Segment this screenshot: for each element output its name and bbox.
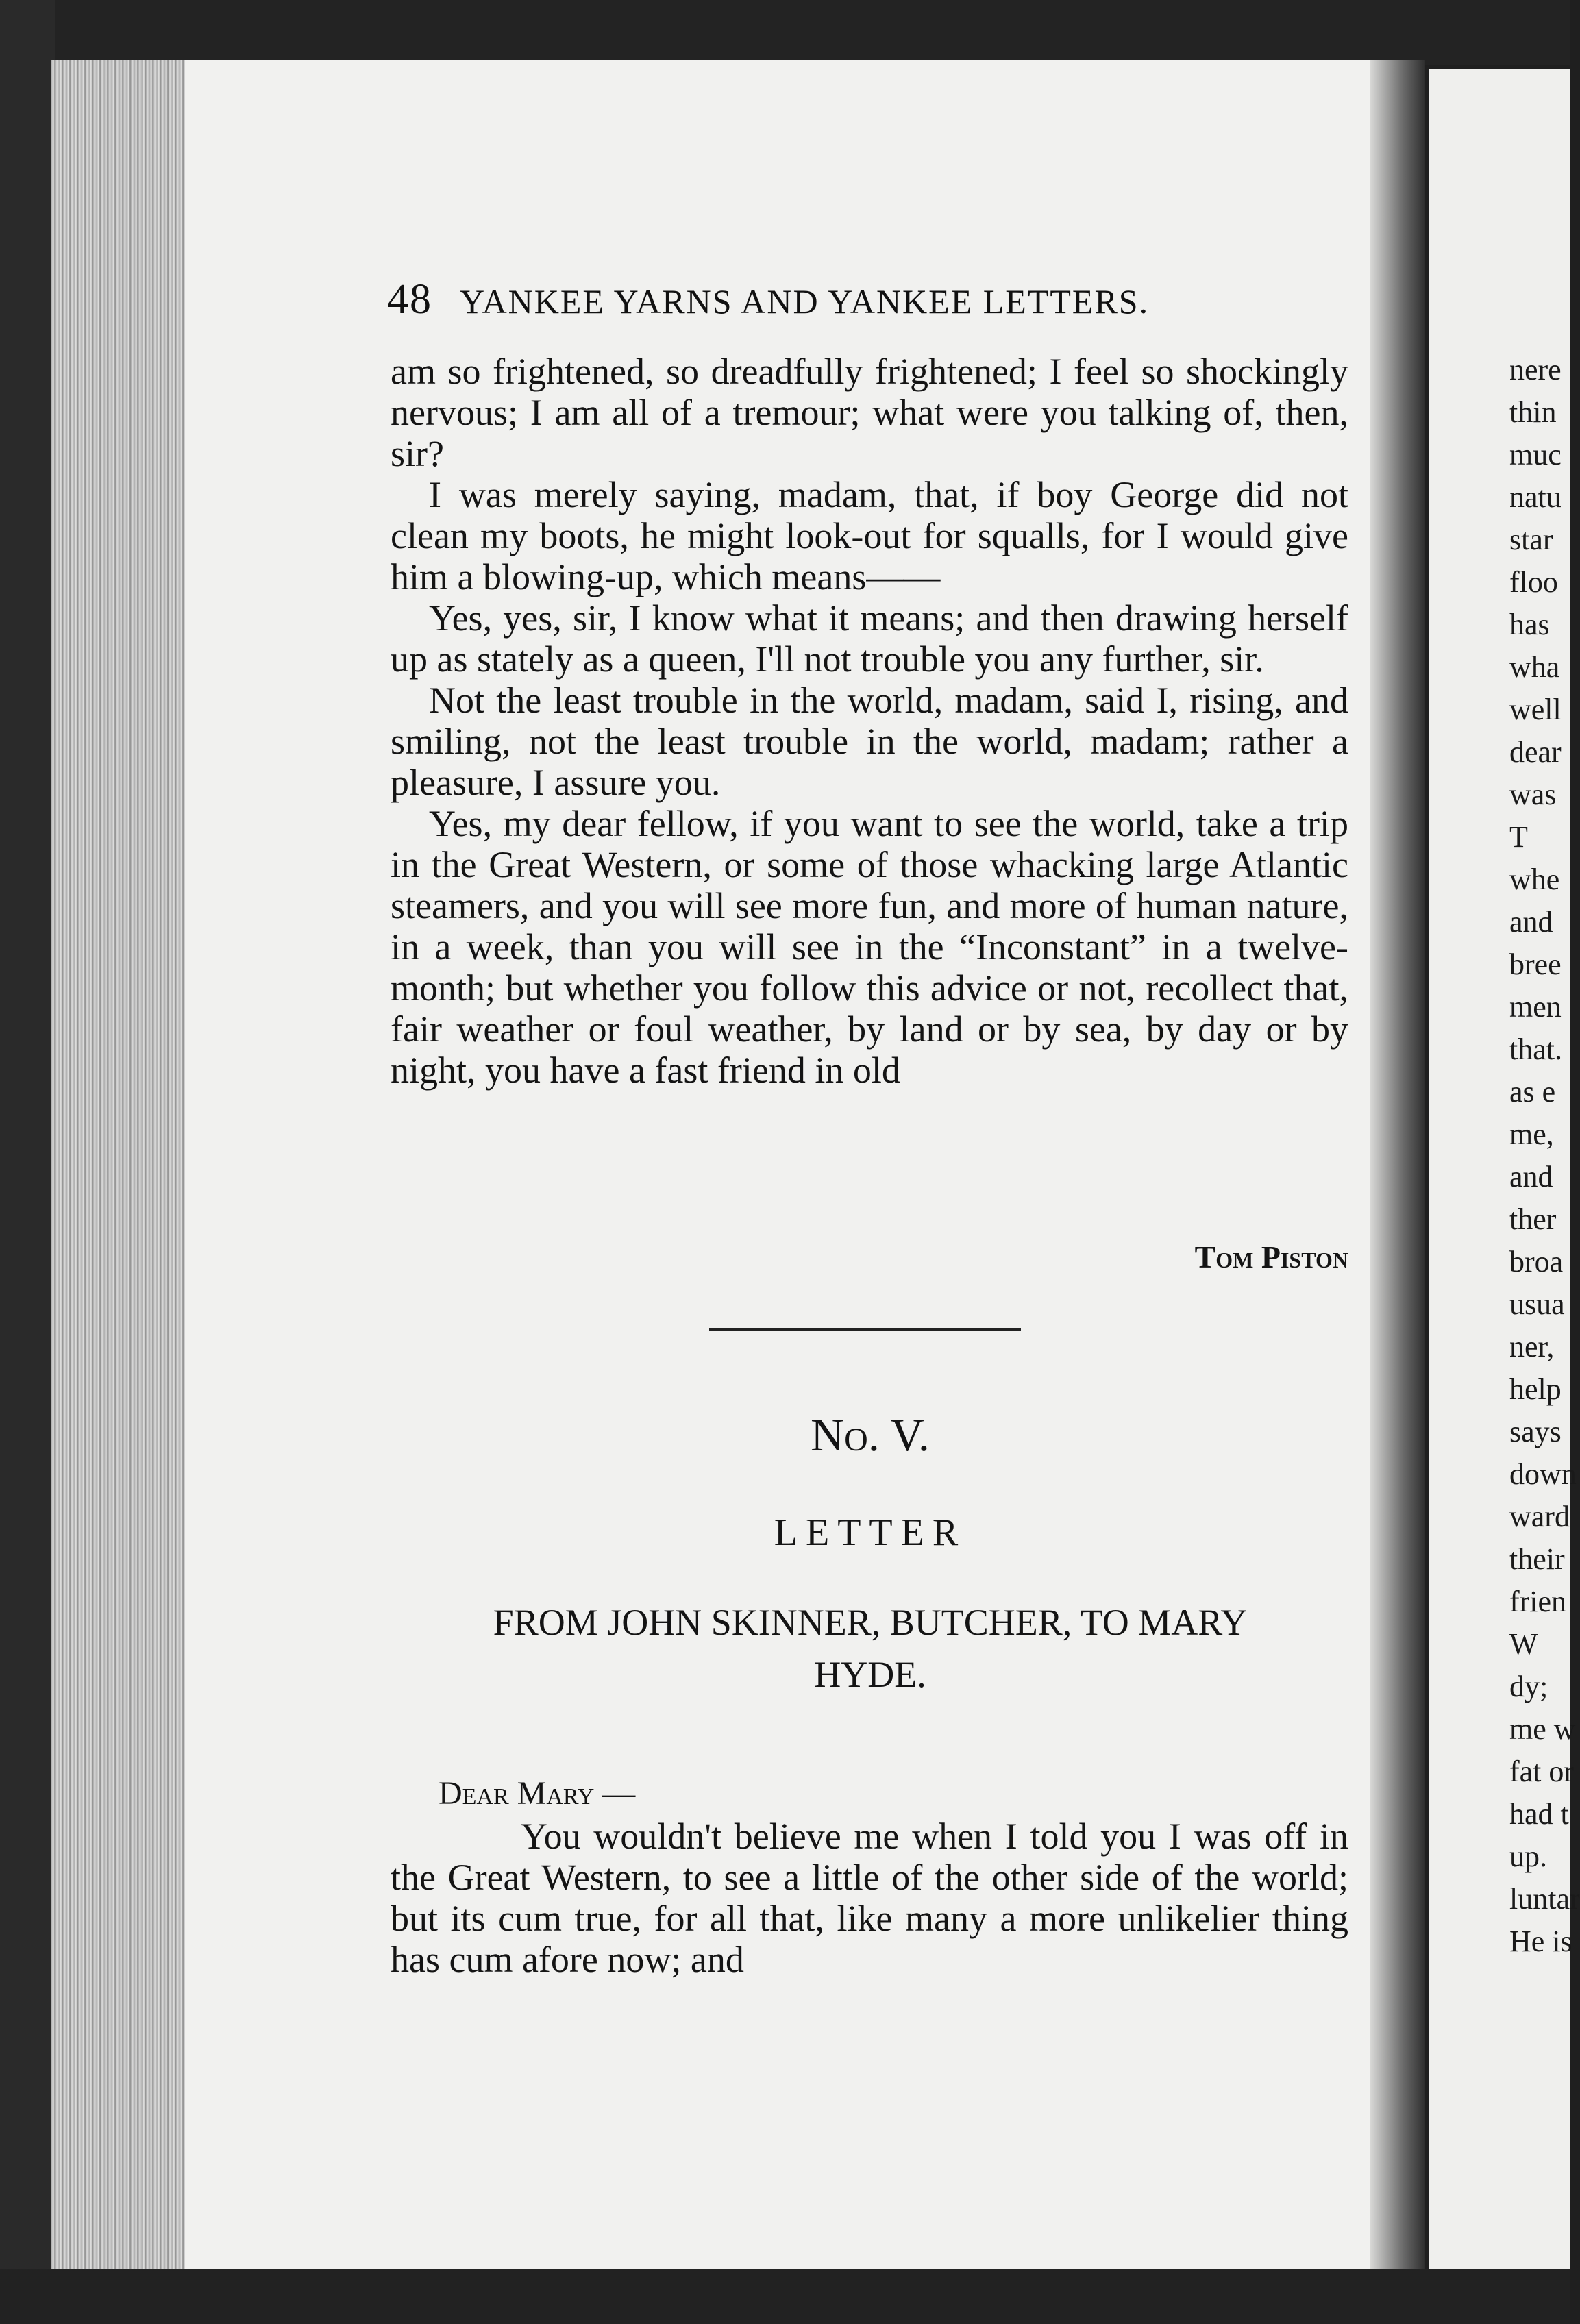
facing-page-line: men (1509, 990, 1562, 1024)
facing-page-line: usua (1509, 1287, 1565, 1321)
paragraph: I was merely saying, madam, that, if boy George did not clean my boots, he might look-out for squalls, for I would give him a blowing-up, which means—— (391, 474, 1348, 597)
facing-page-line: help (1509, 1372, 1562, 1406)
facing-page-line: W (1509, 1627, 1538, 1661)
facing-page (1429, 69, 1580, 2271)
section-divider (709, 1328, 1021, 1331)
paragraph: Yes, my dear fellow, if you want to see the world, take a trip in the Great Western, or some of those whacking large Atlantic steamers, and you will see more fun, and more of human nature, in a week, than you will see in the “Inconstant” in a twelve-month; but whether you follow this advice or not, recollect that, fair weather or foul weather, by land or by sea, by day or by night, you have a fast friend in old (391, 803, 1348, 1091)
scan-border-top (0, 0, 1570, 65)
salutation: Dear Mary — (439, 1775, 636, 1812)
facing-page-line: has (1509, 608, 1550, 641)
spine-shadow (1370, 60, 1425, 2270)
facing-page-line: nere (1509, 353, 1562, 386)
facing-page-line: dear (1509, 735, 1562, 769)
facing-page-line: luntar (1509, 1882, 1580, 1916)
facing-page-line: bree (1509, 948, 1562, 981)
facing-page-line: was (1509, 778, 1557, 811)
facing-page-line: frien (1509, 1585, 1567, 1618)
facing-page-line: wha (1509, 650, 1560, 684)
facing-page-line: star (1509, 523, 1553, 556)
facing-page-line: that. (1509, 1033, 1562, 1066)
facing-page-line: muc (1509, 438, 1562, 471)
facing-page-line: and (1509, 905, 1553, 939)
facing-page-line: whe (1509, 863, 1560, 896)
facing-page-line: ner, (1509, 1330, 1555, 1363)
facing-page-line: He is (1509, 1925, 1572, 1958)
paragraph: You wouldn't believe me when I told you I was off in the Great Western, to see a little of the other side of the world; but its cum true, for all that, like many a more unlikelier thing has cum afore now; and (391, 1816, 1348, 1980)
paragraph: Not the least trouble in the world, madam, said I, rising, and smiling, not the least trouble in the world, madam; rather a pleasure, I assure you. (391, 680, 1348, 803)
letter-title: FROM JOHN SKINNER, BUTCHER, TO MARY HYDE. (493, 1602, 1248, 1695)
facing-page-line: me w (1509, 1712, 1576, 1746)
facing-page-line: had t (1509, 1797, 1569, 1831)
scan-border-left (0, 0, 55, 2324)
facing-page-line: thin (1509, 395, 1557, 429)
paragraph: am so frightened, so dreadfully frightened; I feel so shockingly nervous; I am all of a tremour; what were you talking of, then, sir? (391, 351, 1348, 474)
facing-page-line: well (1509, 693, 1562, 726)
facing-page-line: floo (1509, 565, 1558, 599)
facing-page-line: natu (1509, 480, 1562, 514)
section-number: No. V. (811, 1409, 930, 1461)
signature: Tom Piston (1194, 1239, 1348, 1274)
facing-page-line: their (1509, 1542, 1565, 1576)
facing-page-line: ward (1509, 1500, 1570, 1533)
running-head (387, 275, 1346, 337)
facing-page-line: up. (1509, 1840, 1547, 1873)
letter-label: LETTER (774, 1511, 967, 1554)
facing-page-line: me, (1509, 1117, 1554, 1151)
page-edges (51, 60, 185, 2270)
facing-page-line: down (1509, 1457, 1577, 1491)
facing-page-line: T (1509, 820, 1528, 854)
facing-page-line: dy; (1509, 1670, 1548, 1703)
paragraph: Yes, yes, sir, I know what it means; and then drawing herself up as stately as a queen, I'll not trouble you any further, sir. (391, 597, 1348, 680)
letter-body (391, 1816, 1348, 1980)
running-head-title: YANKEE YARNS AND YANKEE LETTERS. (460, 282, 1150, 321)
facing-page-line: broa (1509, 1245, 1564, 1278)
scan-border-bottom (0, 2269, 1570, 2324)
facing-page-line: and (1509, 1160, 1553, 1194)
facing-page-line: as e (1509, 1075, 1556, 1109)
facing-page-line: ther (1509, 1202, 1557, 1236)
facing-page-line: fat or (1509, 1755, 1575, 1788)
body-text (391, 351, 1348, 1091)
facing-page-line: says (1509, 1415, 1562, 1448)
page-number: 48 (387, 276, 432, 323)
